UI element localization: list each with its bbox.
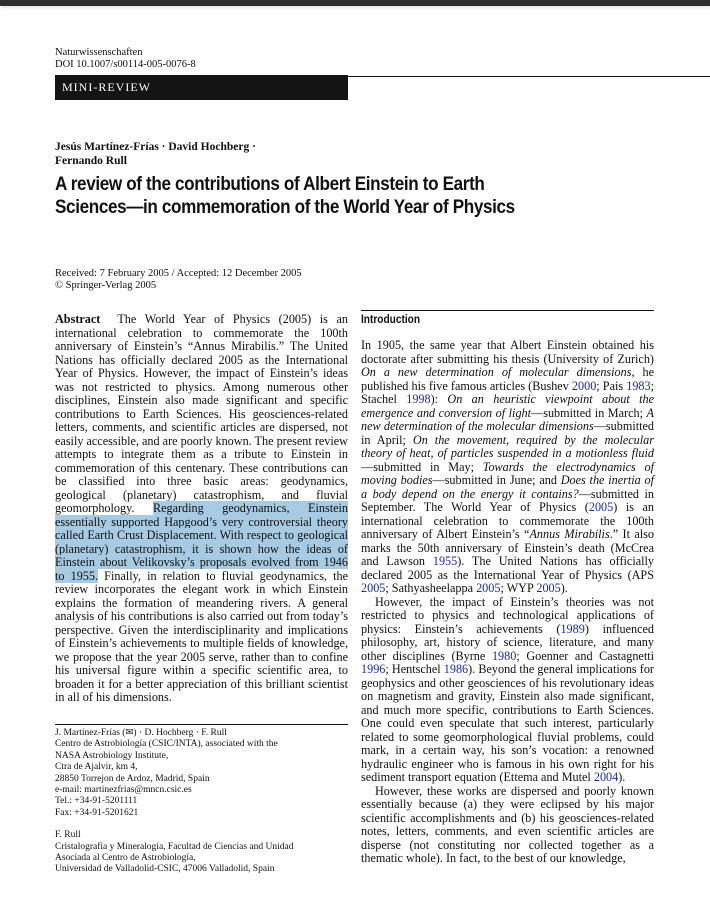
italic-title: On a new determination of molecular dimensions — [361, 365, 632, 379]
fax: Fax: +34-91-5201621 — [55, 807, 139, 818]
italic-title: A new determination of the molecular dimensions — [361, 405, 654, 433]
text: —submitted in September. The World Year of Physics ( — [361, 486, 654, 514]
text: ; WYP — [500, 581, 537, 595]
title-line: Sciences—in commemoration of the World Year of Physics — [55, 197, 515, 218]
citation-link[interactable]: 2005 — [361, 581, 386, 595]
introduction-body — [361, 339, 654, 866]
citation-link[interactable]: 1983 — [626, 378, 651, 393]
email[interactable]: e-mail: martinezfrias@mncn.csic.es — [55, 785, 192, 796]
affiliation-line: Cristalografía y Mineralogía, Facultad de Ciencias and Unidad — [55, 841, 294, 852]
abstract-text: Finally, in relation to fluvial geodynamics, the review incorporates the elegant work in which Einstein explains the formation of meandering rivers. A general analysis of his contributions is also carried out from today’s perspective. Given the interdisciplinarity and implications of Einstein’s achievements to multiple fields of knowledge, we propose that the year 2005 serve, rather than to confine his universal figure within a specific scientific area, to broaden it for a better appreciation of this brilliant scientist in all of his dimensions. — [55, 568, 349, 704]
italic-title: Does the inertia of a body depend on the energy it contains? — [361, 473, 655, 501]
text: ). Beyond the general implications for geophysics and other geosciences of his revolutionary ideas on magnetism and gravity, Einstein also made significant, and much more specific, contributions to Earth Sciences. One could even speculate that such interest, particularly related to some geomorphological fluvial problems, could mark, in a certain way, his son’s vocation: a renowned hydraulic engineer who is famous in his own right for his sediment transport equation (Ettema and Mutel — [361, 662, 654, 784]
text: However, the impact of Einstein’s theories was not restricted to physics and technological applications of physics: Einstein’s achievements ( — [361, 594, 654, 636]
text: ; Hentschel — [385, 662, 444, 676]
received-accepted: Received: 7 February 2005 / Accepted: 12 December 2005 — [55, 268, 302, 279]
affiliations — [55, 728, 355, 876]
text: ) influenced philosophy, art, history of science, literature, and many other disciplines (Byrne — [361, 621, 655, 663]
italic-title: Towards the electrodynamics of moving bodies — [361, 459, 655, 487]
title-line: A review of the contributions of Albert Einstein to Earth — [55, 174, 485, 195]
banner-rule — [348, 76, 710, 77]
citation-link[interactable]: 2005 — [588, 500, 614, 514]
text: ). The United Nations has officially declared 2005 as the International Year of Physics (APS — [361, 554, 654, 582]
citation-link[interactable]: 2005 — [536, 581, 561, 595]
affiliation-author: F. Rull — [55, 830, 81, 841]
text: ) is an international celebration to commemorate the 100th anniversary of Albert Einstein’s “ — [361, 500, 654, 541]
italic-title: On an heuristic viewpoint about the emergence and conversion of light — [361, 392, 654, 420]
abstract — [55, 313, 348, 705]
publication-dates — [55, 268, 302, 292]
authors-line: Fernando Rull — [55, 155, 127, 167]
text: ; Pais — [596, 378, 627, 393]
journal-name: Naturwissenschaften — [55, 47, 143, 58]
section-heading-introduction: Introduction — [361, 314, 421, 326]
affiliation-line: Centro de Astrobiología (CSIC/INTA), associated with the — [55, 739, 278, 750]
text: ; Sathyasheelappa — [385, 581, 477, 595]
text: .” It also marks the 50th anniversary of Einstein’s death (McCrea and Lawson — [361, 527, 654, 568]
doi: DOI 10.1007/s00114-005-0076-8 — [55, 59, 196, 70]
citation-link[interactable]: 1989 — [560, 621, 585, 636]
citation-link[interactable]: 1955 — [432, 554, 458, 568]
citation-link[interactable]: 2004 — [593, 770, 619, 784]
text: —submitted in June; and — [432, 473, 561, 487]
citation-link[interactable]: 1996 — [361, 662, 386, 676]
authors — [55, 140, 375, 168]
text: ; Stachel — [361, 378, 654, 406]
copyright: © Springer-Verlag 2005 — [55, 280, 157, 291]
paper-title — [55, 173, 613, 219]
telephone: Tel.: +34-91-5201111 — [55, 796, 138, 807]
text: ). — [560, 581, 568, 595]
footnote-rule — [55, 724, 348, 725]
citation-link[interactable]: 1986 — [443, 662, 469, 676]
authors-line: Jesús Martínez-Frías · David Hochberg · — [55, 141, 256, 153]
citation-link[interactable]: 1980 — [491, 648, 517, 663]
affiliation-line: Universidad de Valladolid-CSIC, 47006 Valladolid, Spain — [55, 864, 275, 875]
journal-header — [55, 47, 196, 71]
affiliation-line: 28850 Torrejon de Ardoz, Madrid, Spain — [55, 773, 210, 784]
affiliation-line: NASA Astrobiology Institute, — [55, 750, 169, 761]
abstract-label: Abstract — [55, 312, 101, 326]
affiliation-line: Ctra de Ajalvir, km 4, — [55, 762, 138, 773]
text: , he published his five famous articles (Bushev — [361, 365, 654, 393]
affiliation-authors: J. Martínez-Frías (✉) · D. Hochberg · F. Rull — [55, 728, 227, 738]
citation-link[interactable]: 2005 — [476, 581, 501, 595]
highlighted-selection[interactable]: Regarding geodynamics, Einstein essentially supported Hapgood’s very controversial theory called Earth Crust Displacement. With respect to geological (planetary) catastrophism, it is shown how the ideas of Einstein about Velikovsky’s proposals evolved from 1946 to 1955. — [55, 501, 348, 583]
viewer-top-bar — [0, 0, 710, 6]
category-label: MINI-REVIEW — [62, 80, 151, 94]
category-banner — [55, 75, 348, 100]
text: —submitted in March; — [531, 405, 647, 420]
text: —submitted in April; — [361, 419, 654, 447]
intro-paragraph-3: However, these works are dispersed and poorly known essentially because (a) they were eclipsed by his major scientific accomplishments and (b) his geosciences-related notes, letters, comments, and even scientific articles are disperse (not constituting nor collected together as a thematic whole). In fact, to the best of our knowledge, — [361, 783, 654, 865]
intro-paragraph-2 — [361, 596, 654, 785]
italic-title: Annus Mirabilis — [529, 527, 610, 541]
section-rule — [361, 310, 654, 311]
citation-link[interactable]: 2000 — [571, 378, 597, 393]
italic-title: On the movement, required by the molecular theory of heat, of particles suspended in a motionless fluid — [361, 432, 654, 460]
affiliation-line: Asociada al Centro de Astrobiología, — [55, 853, 196, 864]
text: In 1905, the same year that Albert Einstein obtained his doctorate after submitting his thesis (University of Zurich) — [361, 338, 654, 366]
text: ): — [430, 392, 448, 406]
intro-paragraph-1 — [361, 338, 654, 595]
abstract-text: The World Year of Physics (2005) is an international celebration to commemorate the 100th anniversary of Einstein’s “Annus Mirabilis.” The United Nations has officially declared 2005 as the International Year of Physics. However, the impact of Einstein’s ideas was not restricted to physics. Among numerous other disciplines, Einstein also made significant and specific contributions to Earth Sciences. His geosciences-related letters, comments, and scientific articles are dispersed, not easily accessible, and are poorly known. The present review attempts to integrate them as a tribute to Einstein in commemoration of this centenary. These contributions can be classified into three basic areas: geodynamics, geological (planetary) catastrophism, and fluvial geomorphology. — [55, 312, 349, 515]
text: ; Goenner and Castagnetti — [516, 648, 655, 663]
text: ). — [618, 770, 626, 784]
text: —submitted in May; — [361, 459, 483, 474]
citation-link[interactable]: 1998 — [406, 392, 431, 406]
